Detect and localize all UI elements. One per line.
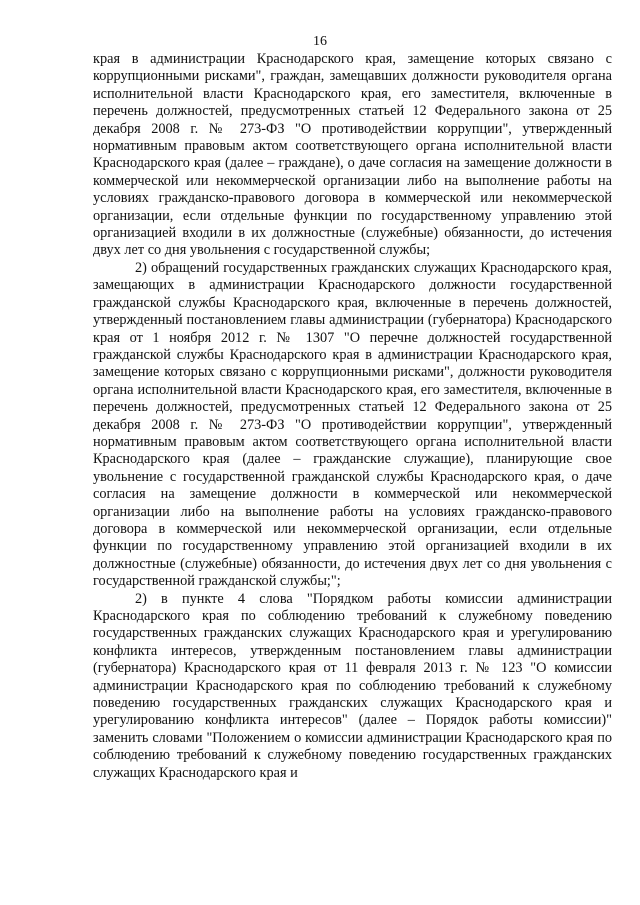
paragraph-item-2-clause-4: 2) в пункте 4 слова "Порядком работы комиссии администрации Краснодарского края по соблюдению требований к служебному поведению государственных гражданских служащих Краснодарского края и урегулированию конфликта интересов, утвержденным постановлением главы администрации (губернатора) Краснодарского края от 11 февраля 2013 г. № 123 "О комиссии администрации Краснодарского края по соблюдению требований к служебному поведению государственных гражданских служащих Краснодарского края и урегулированию конфликта интересов" (далее – Порядок работы комиссии)" заменить словами "Положением о комиссии администрации Краснодарского края по соблюдению требований к служебному поведению государственных гражданских служащих Краснодарского края и bbox=[93, 590, 612, 781]
paragraph-continuation: края в администрации Краснодарского края, замещение которых связано с коррупционными рисками", граждан, замещавших должности руководителя органа исполнительной власти Краснодарского края, его заместителя, включенные в перечень должностей, предусмотренных статьей 12 Федерального закона от 25 декабря 2008 г. № 273-ФЗ "О противодействии коррупции", утвержденный нормативным правовым актом соответствующего органа исполнительной власти Краснодарского края (далее – граждане), о даче согласия на замещение должности в коммерческой или некоммерческой организации либо на выполнение работы на условиях гражданско-правового договора в коммерческой или некоммерческой организации, если отдельные функции по государственному управлению этой организацией входили в их должностные (служебные) обязанности, до истечения двух лет со дня увольнения с государственной службы; bbox=[93, 51, 612, 259]
document-body bbox=[93, 51, 612, 782]
page-number: 16 bbox=[313, 34, 327, 49]
paragraph-item-2-appeals: 2) обращений государственных гражданских служащих Краснодарского края, замещающих в администрации Краснодарского должности государственной гражданской службы Краснодарского края, включенные в перечень должностей, утвержденный постановлением главы администрации (губернатора) Краснодарского края от 1 ноября 2012 г. № 1307 "О перечне должностей государственной гражданской службы Краснодарского края в администрации Краснодарского края, замещение которых связано с коррупционными рисками", должности руководителя органа исполнительной власти Краснодарского края, его заместителя, включенные в перечень должностей, предусмотренных статьей 12 Федерального закона от 25 декабря 2008 г. № 273-ФЗ "О противодействии коррупции", утвержденный нормативным правовым актом соответствующего органа исполнительной власти Краснодарского края (далее – гражданские служащие), планирующие свое увольнение с государственной гражданской службы Краснодарского края, о даче согласия на замещение должности в коммерческой или некоммерческой организации либо на выполнение работы на условиях гражданско-правового договора в коммерческой или некоммерческой организации, если отдельные функции по государственному управлению этой организацией входили в их должностные (служебные) обязанности, до истечения двух лет со дня увольнения с государственной гражданской службы;"; bbox=[93, 259, 612, 590]
